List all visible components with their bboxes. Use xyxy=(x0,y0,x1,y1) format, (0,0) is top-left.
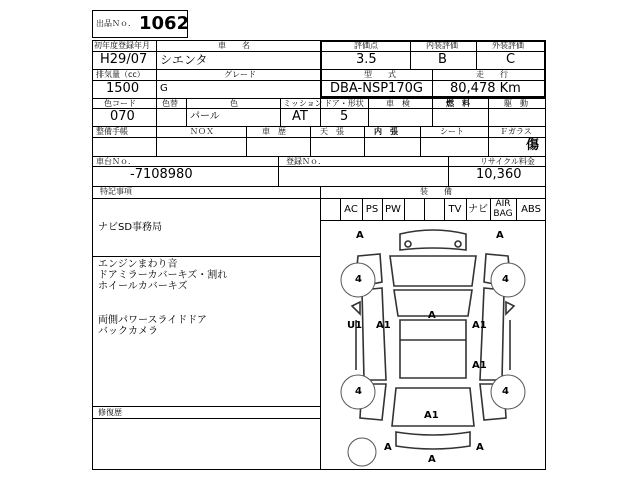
mark-left-u1: U1 xyxy=(347,320,363,331)
mission-header: ミッション xyxy=(283,99,323,108)
mark-left-a1: A1 xyxy=(376,320,391,331)
reg-date-value: H29/07 xyxy=(100,52,148,67)
remark-line: ナビSD事務局 xyxy=(98,222,163,233)
remark-line: ホイールカバーキズ xyxy=(98,281,188,292)
equipment-pw: PW xyxy=(385,204,401,215)
remark-line: バックカメラ xyxy=(98,326,158,337)
door-shape-header: ドア・形状 xyxy=(324,99,364,108)
glass-header: Ｆガラス xyxy=(500,127,532,136)
mark-wheel-fl: 4 xyxy=(355,274,362,285)
equipment-tv: TV xyxy=(448,204,462,215)
model-header: 型 式 xyxy=(364,70,396,79)
repair-header: 修復歴 xyxy=(98,408,122,417)
car-diagram xyxy=(320,220,546,470)
car-name-value: シエンタ xyxy=(160,53,208,67)
exterior-grade-value: C xyxy=(506,52,516,67)
mark-rear-right: A xyxy=(476,442,484,453)
interior-grade-header: 内装評価 xyxy=(426,41,458,50)
equipment-navi: ナビ xyxy=(468,204,488,215)
color-header: 色 xyxy=(230,99,238,108)
equipment-ac: AC xyxy=(344,204,358,215)
mark-rear-left: A xyxy=(384,442,392,453)
grade-value: G xyxy=(160,83,168,94)
manual-header: 整備手帳 xyxy=(96,127,128,136)
recycle-value: 10,360 xyxy=(476,167,522,182)
reg-no-header: 登録Ｎｏ． xyxy=(286,157,326,166)
mark-right-a1-lower: A1 xyxy=(472,360,487,371)
grade-header: グレード xyxy=(224,70,256,79)
mark-back-door: A1 xyxy=(424,410,439,421)
drive-header: 駆 動 xyxy=(504,99,528,108)
remark-line: 両側パワースライドドア xyxy=(98,315,207,326)
glass-value: 傷 xyxy=(526,138,540,153)
mark-hood: A xyxy=(428,310,436,321)
mark-right-a1: A1 xyxy=(472,320,487,331)
chassis-no-value: -7108980 xyxy=(130,167,193,182)
displacement-value: 1500 xyxy=(106,81,140,96)
equipment-ps: PS xyxy=(365,204,379,215)
mark-wheel-fr: 4 xyxy=(502,274,509,285)
lot-number-box xyxy=(92,10,188,38)
mission-value: AT xyxy=(292,109,308,124)
score-header: 評価点 xyxy=(354,41,378,50)
car-name-header: 車 名 xyxy=(218,41,250,50)
model-value: DBA-NSP170G xyxy=(330,81,423,96)
reg-date-header: 初年度登録年月 xyxy=(94,41,150,50)
remarks-header: 特記事項 xyxy=(100,187,132,196)
mark-front-right: A xyxy=(496,230,504,241)
remark-line: ドアミラーカバーキズ・割れ xyxy=(98,270,228,281)
sunroof-header: 天 張 xyxy=(320,127,344,136)
color-code-value: 070 xyxy=(110,109,135,124)
score-value: 3.5 xyxy=(356,52,377,67)
recycle-header: リサイクル料金 xyxy=(480,157,535,166)
mileage-value: 80,478 Km xyxy=(450,81,521,96)
mark-front-left: A xyxy=(356,230,364,241)
mark-wheel-rl: 4 xyxy=(355,386,362,397)
nox-header: ＮＯＸ xyxy=(190,127,214,136)
chassis-no-header: 車台Ｎｏ． xyxy=(96,157,136,166)
interior-grade-value: B xyxy=(438,52,447,67)
color-type-header: 色替 xyxy=(162,99,178,108)
history-header: 車 歴 xyxy=(262,127,286,136)
mark-rear-center: A xyxy=(428,454,436,465)
door-shape-value: 5 xyxy=(340,109,349,124)
interior-header: 内 張 xyxy=(374,127,398,136)
mileage-header: 走 行 xyxy=(476,70,508,79)
exterior-grade-header: 外装評価 xyxy=(492,41,524,50)
fuel-header: 燃 料 xyxy=(446,99,470,108)
equipment-abs: ABS xyxy=(521,204,541,215)
equipment-airbag: AIR BAG xyxy=(493,199,513,219)
color-value: パール xyxy=(190,111,220,122)
displacement-header: 排気量（cc） xyxy=(96,70,145,79)
lot-number: 1062 xyxy=(139,13,190,34)
mark-wheel-rr: 4 xyxy=(502,386,509,397)
seat-header: シート xyxy=(440,127,464,136)
lot-number-label: 出品Ｎｏ． xyxy=(96,19,136,28)
inspection-header: 車 検 xyxy=(386,99,410,108)
color-code-header: 色コード xyxy=(104,99,136,108)
equipment-header: 装 備 xyxy=(420,187,452,196)
remark-line: エンジンまわり音 xyxy=(98,259,178,270)
